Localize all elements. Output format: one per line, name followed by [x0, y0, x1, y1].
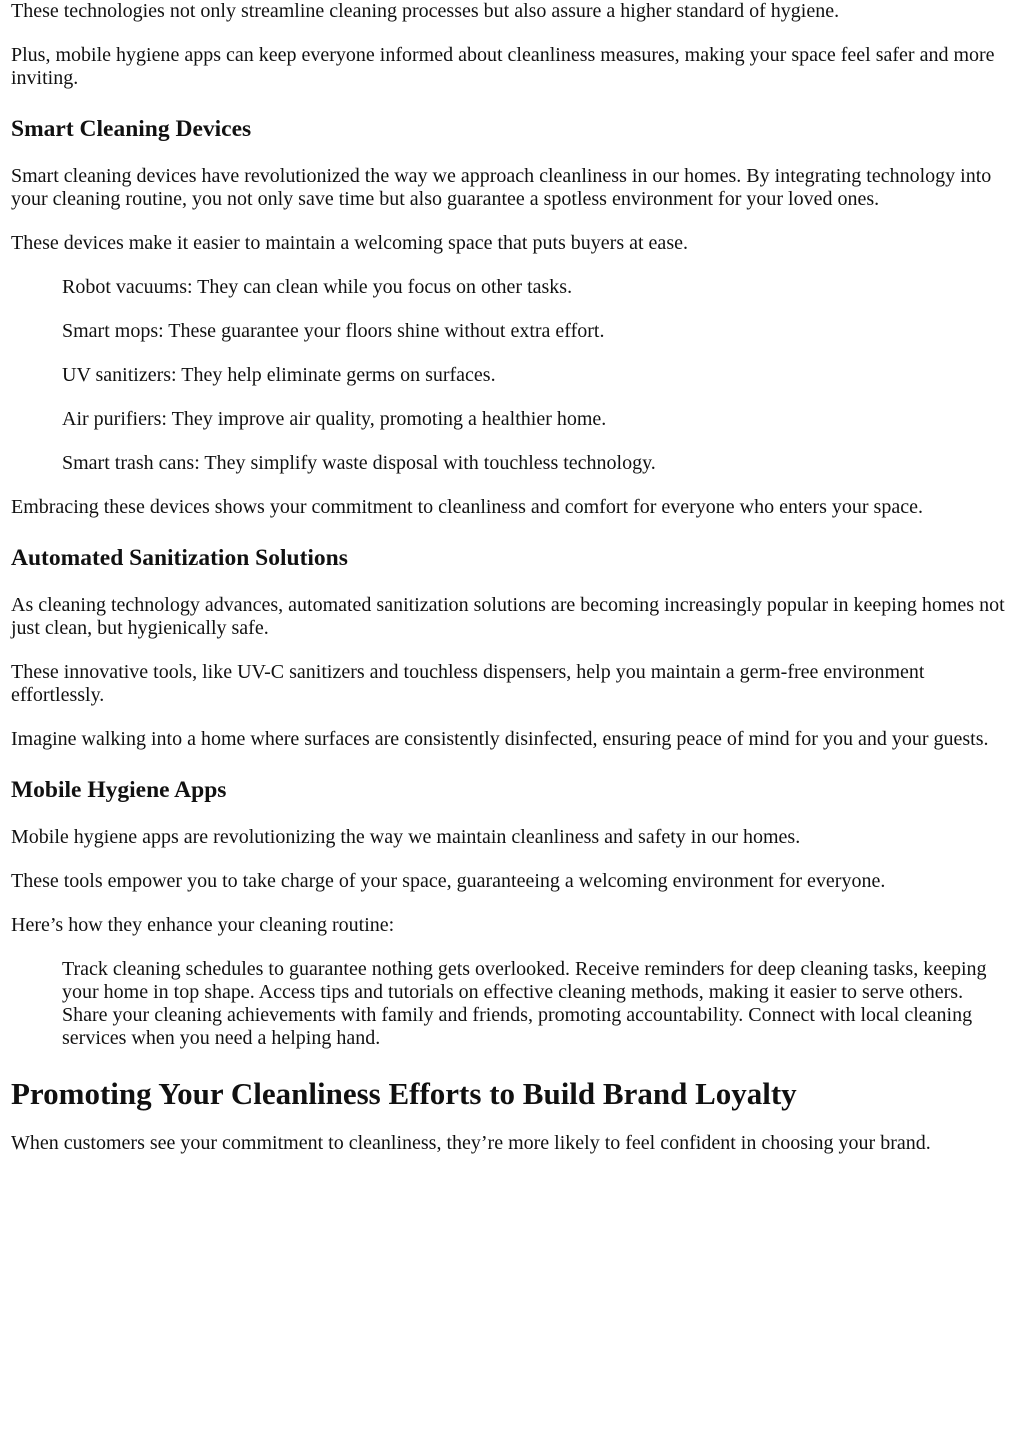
paragraph-mobile-2: These tools empower you to take charge of your space, guaranteeing a welcoming environment for everyone. — [11, 870, 886, 892]
heading-promoting-cleanliness: Promoting Your Cleanliness Efforts to Build Brand Loyalty — [11, 1076, 797, 1111]
paragraph-mobile-apps-intro: Plus, mobile hygiene apps can keep everyone informed about cleanliness measures, making your space feel safer and more inviting. — [11, 44, 995, 89]
paragraph-promoting-1: When customers see your commitment to cleanliness, they’re more likely to feel confident in choosing your brand. — [11, 1132, 931, 1154]
paragraph-mobile-1: Mobile hygiene apps are revolutionizing the way we maintain cleanliness and safety in our homes. — [11, 826, 801, 848]
paragraph-smart-devices-3: Embracing these devices shows your commitment to cleanliness and comfort for everyone who enters your space. — [11, 496, 923, 518]
heading-mobile-hygiene-apps: Mobile Hygiene Apps — [11, 777, 227, 803]
paragraph-smart-devices-2: These devices make it easier to maintain a welcoming space that puts buyers at ease. — [11, 232, 688, 254]
list-item: UV sanitizers: They help eliminate germs on surfaces. — [62, 364, 496, 386]
list-item: Air purifiers: They improve air quality, promoting a healthier home. — [62, 408, 607, 430]
paragraph-mobile-3: Here’s how they enhance your cleaning routine: — [11, 914, 395, 936]
paragraph-automated-2: These innovative tools, like UV-C sanitizers and touchless dispensers, help you maintain a germ-free environment effortlessly. — [11, 661, 925, 706]
list-block-mobile-features: Track cleaning schedules to guarantee nothing gets overlooked. Receive reminders for deep cleaning tasks, keeping your home in top shape. Access tips and tutorials on effective cleaning methods, making it easier to serve others. Share your cleaning achievements with family and friends, promoting accountability. Connect with local cleaning services when you need a helping hand. — [62, 958, 987, 1049]
paragraph-automated-1: As cleaning technology advances, automated sanitization solutions are becoming increasingly popular in keeping homes not just clean, but hygienically safe. — [11, 594, 1005, 639]
paragraph-technologies: These technologies not only streamline cleaning processes but also assure a higher standard of hygiene. — [11, 0, 840, 22]
heading-automated-sanitization: Automated Sanitization Solutions — [11, 545, 348, 571]
paragraph-automated-3: Imagine walking into a home where surfaces are consistently disinfected, ensuring peace of mind for you and your guests. — [11, 728, 989, 750]
list-item: Smart trash cans: They simplify waste disposal with touchless technology. — [62, 452, 656, 474]
heading-smart-cleaning-devices: Smart Cleaning Devices — [11, 116, 252, 142]
paragraph-smart-devices-1: Smart cleaning devices have revolutionized the way we approach cleanliness in our homes. By integrating technology into your cleaning routine, you not only save time but also guarantee a spotless environment for your loved ones. — [11, 165, 992, 210]
list-item: Smart mops: These guarantee your floors shine without extra effort. — [62, 320, 605, 342]
list-item: Robot vacuums: They can clean while you focus on other tasks. — [62, 276, 573, 298]
